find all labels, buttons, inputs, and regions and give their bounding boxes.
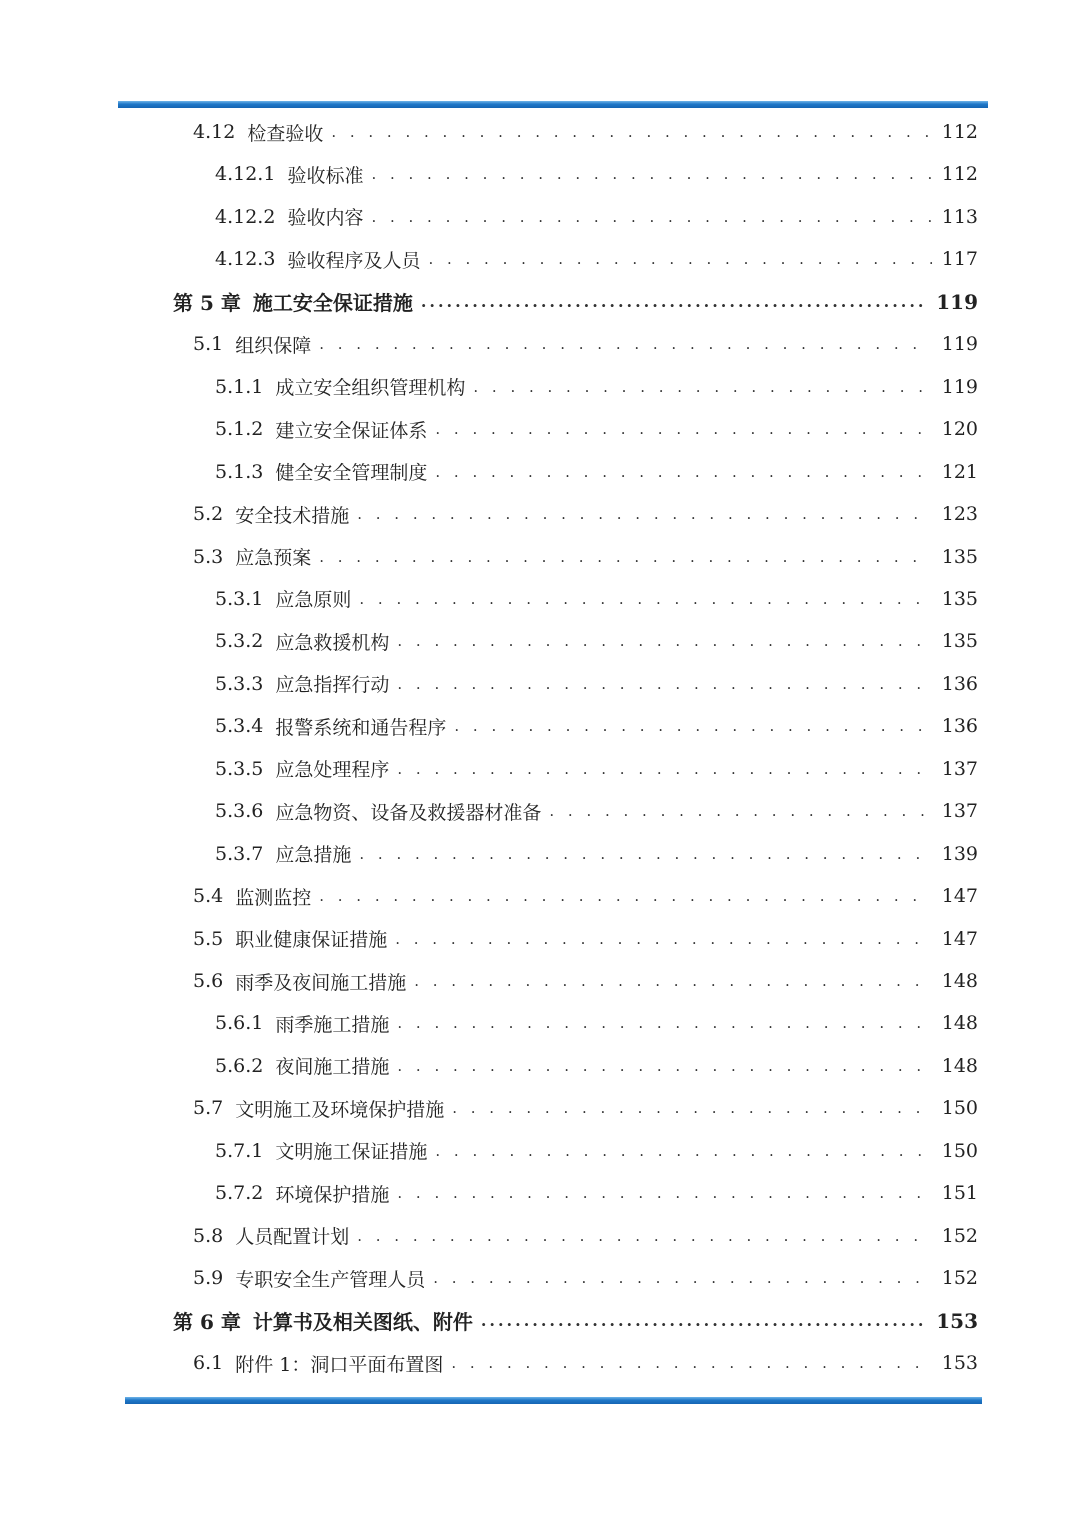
toc-entry-page: 119 (941, 333, 978, 356)
toc-entry[interactable] (193, 323, 978, 365)
toc-entry[interactable] (193, 960, 978, 1002)
toc-entry-title: 验收标准 (287, 164, 364, 187)
toc-entry[interactable] (215, 153, 978, 195)
toc-entry-page: 112 (941, 121, 978, 143)
toc-entry[interactable] (193, 111, 978, 153)
dot-leader (319, 875, 932, 917)
toc-entry-number: 5.1 (193, 333, 224, 356)
toc-entry-title: 应急处理程序 (275, 759, 390, 782)
toc-entry-number: 5.1.2 (215, 418, 264, 441)
toc-entry-number: 5.2 (193, 503, 224, 526)
dot-leader (451, 1342, 931, 1384)
toc-entry-number: 第 6 章 (173, 1310, 241, 1335)
toc-entry-title: 组织保障 (235, 334, 312, 357)
toc-entry-number: 5.1.3 (215, 460, 264, 483)
toc-entry-number: 6.1 (193, 1352, 224, 1375)
toc-entry-page: 135 (941, 545, 978, 568)
toc-entry-number: 4.12.2 (215, 205, 276, 228)
toc-entry[interactable] (215, 620, 978, 662)
toc-entry-number: 5.4 (193, 885, 224, 908)
toc-entry[interactable] (193, 918, 978, 960)
dot-leader (452, 1087, 932, 1129)
toc-entry-title: 应急指挥行动 (275, 674, 390, 697)
toc-entry-title: 计算书及相关图纸、附件 (252, 1310, 473, 1335)
dot-leader (414, 960, 932, 1002)
toc-entry[interactable] (193, 1342, 978, 1384)
toc-entry-title: 应急原则 (275, 589, 352, 612)
toc-entry-page: 153 (941, 1352, 978, 1375)
toc-entry-page: 136 (941, 715, 978, 738)
dot-leader (397, 1045, 931, 1087)
dot-leader (549, 790, 931, 832)
toc-entry-page: 112 (941, 163, 978, 186)
dot-leader (319, 323, 932, 365)
dot-leader (359, 833, 931, 875)
toc-entry[interactable] (215, 451, 978, 493)
dot-leader (397, 663, 931, 705)
dot-leader (435, 408, 931, 450)
toc-entry-number: 5.5 (193, 927, 224, 950)
toc-entry-page: 150 (941, 1097, 978, 1120)
dot-leader (331, 111, 931, 153)
toc-entry[interactable] (193, 493, 978, 535)
toc-entry[interactable] (215, 1172, 978, 1214)
toc-entry-page: 119 (941, 375, 978, 398)
toc-entry-title: 验收程序及人员 (287, 249, 421, 272)
toc-entry-number: 5.7.1 (215, 1139, 264, 1162)
toc-entry-title: 附件 1：洞口平面布置图 (235, 1353, 444, 1376)
toc-entry-title: 人员配置计划 (235, 1226, 350, 1249)
dot-leader (435, 451, 931, 493)
toc-entry-page: 152 (941, 1267, 978, 1290)
toc-entry-number: 5.9 (193, 1267, 224, 1290)
toc-entry-title: 应急物资、设备及救援器材准备 (275, 801, 542, 824)
toc-entry-title: 检查验收 (247, 122, 324, 145)
toc-entry-title: 安全技术措施 (235, 504, 350, 527)
toc-entry-page: 135 (941, 587, 978, 610)
dot-leader (357, 493, 932, 535)
toc-entry-number: 5.3.1 (215, 587, 264, 610)
toc-chapter-entry[interactable] (173, 281, 978, 323)
toc-entry-number: 5.6.1 (215, 1012, 264, 1035)
toc-entry-page: 139 (941, 842, 978, 865)
dot-leader (371, 153, 931, 195)
toc-entry-title: 监测监控 (235, 886, 312, 909)
toc-entry-title: 应急救援机构 (275, 631, 390, 654)
toc-entry-page: 152 (941, 1224, 978, 1247)
dot-leader (454, 705, 931, 747)
dot-leader (397, 748, 931, 790)
toc-entry-page: 135 (941, 630, 978, 653)
dot-leader (397, 1172, 931, 1214)
toc-entry-number: 第 5 章 (173, 291, 241, 316)
footer-rule (125, 1397, 982, 1404)
toc-entry-page: 117 (941, 248, 978, 271)
toc-entry-page: 150 (941, 1139, 978, 1162)
toc-entry-title: 施工安全保证措施 (252, 291, 413, 316)
toc-entry-number: 5.3.4 (215, 715, 264, 738)
toc-entry-page: 120 (941, 418, 978, 441)
toc-entry-page: 123 (941, 503, 978, 526)
toc-entry-number: 5.3.7 (215, 842, 264, 865)
toc-entry-page: 121 (941, 460, 978, 483)
toc-entry-number: 5.3.2 (215, 630, 264, 653)
toc-entry-title: 应急措施 (275, 844, 352, 867)
toc-entry-title: 文明施工及环境保护措施 (235, 1098, 445, 1121)
toc-entry[interactable] (193, 1215, 978, 1257)
toc-entry-title: 雨季及夜间施工措施 (235, 971, 407, 994)
toc-entry-title: 健全安全管理制度 (275, 462, 428, 485)
toc-entry-page: 147 (941, 927, 978, 950)
toc-entry-number: 5.1.1 (215, 375, 264, 398)
toc-entry[interactable] (215, 196, 978, 238)
dot-leader (435, 1130, 931, 1172)
dot-leader (397, 620, 931, 662)
toc-entry-page: 137 (941, 757, 978, 780)
toc-entry-number: 5.7 (193, 1097, 224, 1120)
toc-entry-title: 建立安全保证体系 (275, 419, 428, 442)
toc-entry[interactable] (193, 536, 978, 578)
header-rule (118, 101, 988, 108)
toc-entry[interactable] (193, 875, 978, 917)
toc-entry[interactable] (215, 748, 978, 790)
dot-leader (473, 366, 931, 408)
toc-entry[interactable] (193, 1257, 978, 1299)
toc-entry-number: 4.12.1 (215, 163, 276, 186)
toc-entry-number: 5.6 (193, 970, 224, 992)
toc-entry-number: 5.3 (193, 545, 224, 568)
toc-entry-number: 4.12.3 (215, 248, 276, 271)
toc-entry[interactable] (215, 408, 978, 450)
toc-entry-number: 5.6.2 (215, 1054, 264, 1077)
dot-leader (428, 238, 931, 280)
toc-entry[interactable] (215, 366, 978, 408)
toc-entry[interactable] (215, 1130, 978, 1172)
toc-entry[interactable] (193, 1087, 978, 1129)
toc-entry-page: 147 (941, 885, 978, 908)
toc-entry-number: 5.7.2 (215, 1182, 264, 1205)
toc-entry[interactable] (215, 705, 978, 747)
dot-leader (371, 196, 931, 238)
toc-entry-page: 113 (941, 205, 978, 228)
dot-leader (359, 578, 931, 620)
toc-entry[interactable] (215, 790, 978, 832)
toc-entry-title: 报警系统和通告程序 (275, 716, 447, 739)
toc-entry-page: 119 (936, 289, 978, 314)
toc-entry[interactable] (215, 663, 978, 705)
toc-entry-title: 应急预案 (235, 547, 312, 569)
toc-entry-title: 环境保护措施 (275, 1183, 390, 1206)
dot-leader (357, 1215, 932, 1257)
toc-entry-title: 文明施工保证措施 (275, 1141, 428, 1164)
toc-entry-page: 151 (941, 1182, 978, 1205)
toc-entry-number: 5.3.6 (215, 800, 264, 823)
toc-entry-title: 专职安全生产管理人员 (235, 1268, 426, 1291)
dot-leader (433, 1257, 932, 1299)
toc-entry-page: 137 (941, 800, 978, 823)
toc-entry-title: 职业健康保证措施 (235, 929, 388, 952)
toc-entry[interactable] (215, 1045, 978, 1087)
dot-leader (319, 536, 932, 578)
toc-entry-number: 5.3.5 (215, 757, 264, 780)
dot-leader (395, 918, 932, 960)
toc-entry[interactable] (215, 578, 978, 620)
toc-entry-number: 5.8 (193, 1224, 224, 1247)
toc-entry-title: 验收内容 (287, 207, 364, 230)
dot-leader (481, 1300, 926, 1342)
toc-chapter-entry[interactable] (173, 1300, 978, 1342)
dot-leader (421, 281, 926, 323)
toc-entry[interactable] (215, 1002, 978, 1044)
toc-entry-number: 5.3.3 (215, 672, 264, 695)
toc-entry-page: 148 (941, 970, 978, 992)
toc-entry-page: 148 (941, 1012, 978, 1035)
toc-entry[interactable] (215, 833, 978, 875)
toc-entry-title: 夜间施工措施 (275, 1056, 390, 1079)
toc-entry-page: 148 (941, 1054, 978, 1077)
toc-entry-number: 4.12 (193, 121, 236, 143)
toc-entry-page: 153 (936, 1308, 978, 1333)
toc-entry-title: 雨季施工措施 (275, 1013, 390, 1036)
dot-leader (397, 1002, 931, 1044)
toc-entry[interactable] (215, 238, 978, 280)
toc-entry-title: 成立安全组织管理机构 (275, 377, 466, 400)
toc-entry-page: 136 (941, 672, 978, 695)
